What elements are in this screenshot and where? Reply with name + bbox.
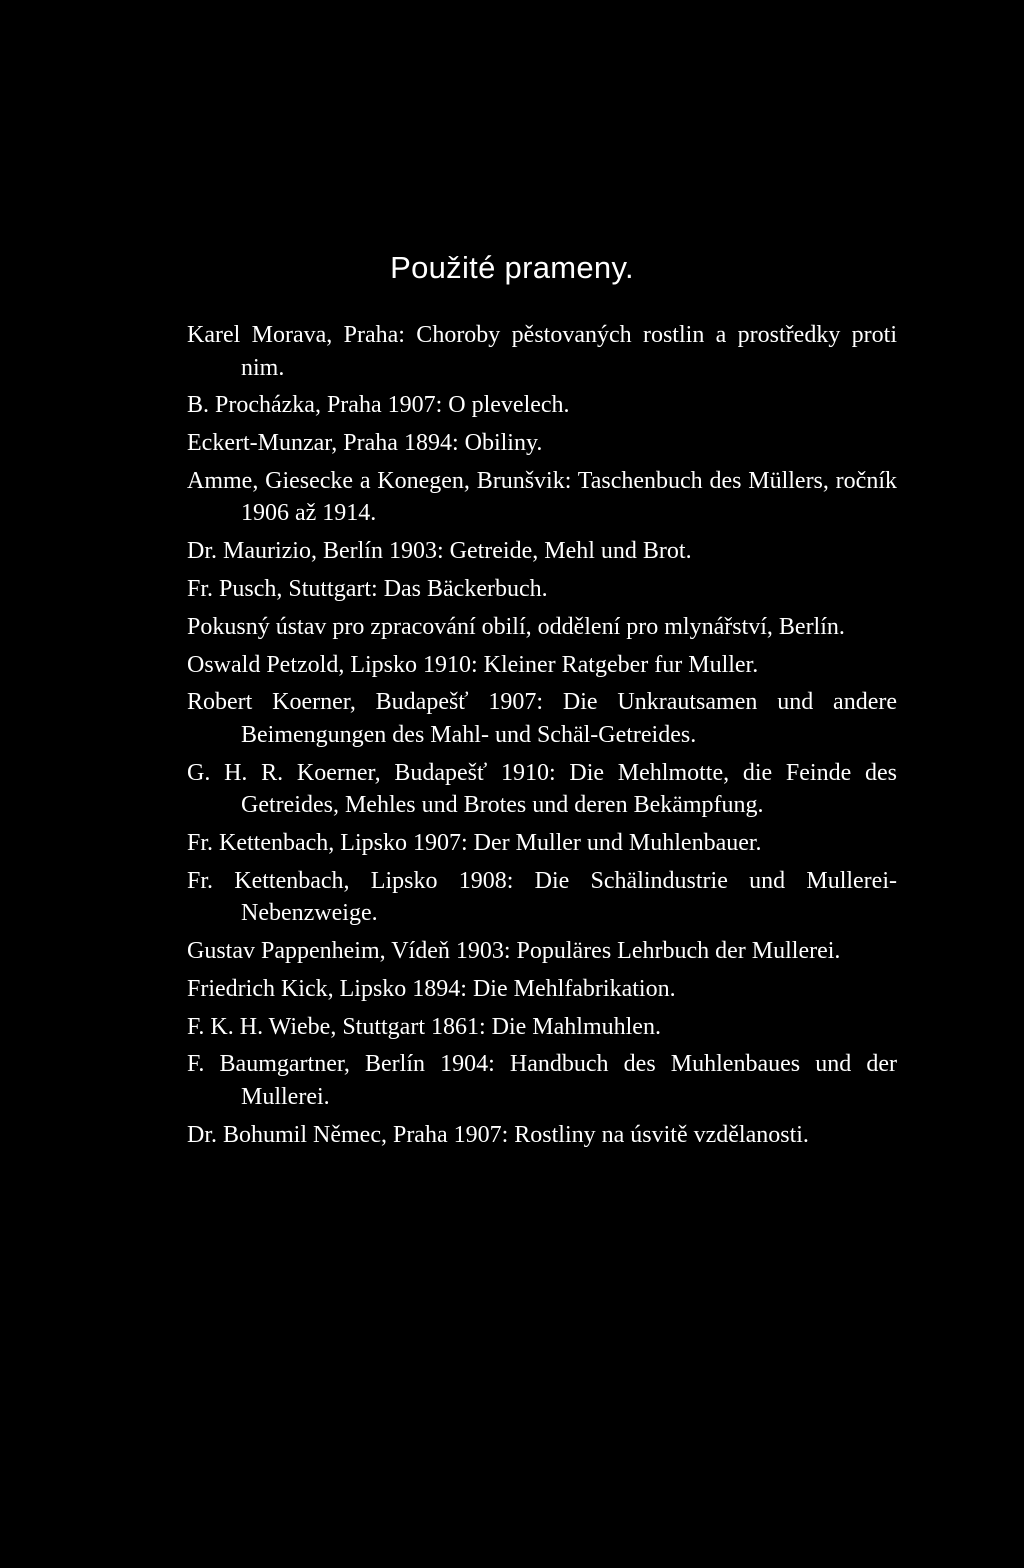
reference-item: B. Procházka, Praha 1907: O plevelech. [187, 392, 570, 419]
reference-item: Amme, Giesecke a Konegen, Brunšvik: Taschenbuch des Müllers, ročník 1906 až 1914. [187, 467, 897, 527]
reference-item: Gustav Pappenheim, Vídeň 1903: Populäres Lehrbuch der Mullerei. [187, 938, 841, 965]
reference-item: Fr. Kettenbach, Lipsko 1908: Die Schälindustrie und Mullerei-Nebenzweige. [187, 867, 897, 927]
reference-item: Fr. Pusch, Stuttgart: Das Bäckerbuch. [187, 575, 548, 602]
reference-item: G. H. R. Koerner, Budapešť 1910: Die Mehlmotte, die Feinde des Getreides, Mehles und Brotes und deren Bekämpfung. [187, 759, 897, 819]
reference-item: F. Baumgartner, Berlín 1904: Handbuch des Muhlenbaues und der Mullerei. [187, 1051, 897, 1110]
reference-item: Dr. Maurizio, Berlín 1903: Getreide, Mehl und Brot. [187, 538, 692, 565]
reference-item: Robert Koerner, Budapešť 1907: Die Unkrautsamen und andere Beimengungen des Mahl- und Schäl-Getreides. [187, 689, 897, 748]
reference-item: F. K. H. Wiebe, Stuttgart 1861: Die Mahlmuhlen. [187, 1013, 661, 1040]
reference-item: Fr. Kettenbach, Lipsko 1907: Der Muller und Muhlenbauer. [187, 829, 762, 856]
reference-item: Karel Morava, Praha: Choroby pěstovaných rostlin a prostředky proti nim. [187, 322, 897, 381]
reference-item: Oswald Petzold, Lipsko 1910: Kleiner Ratgeber fur Muller. [187, 651, 759, 678]
reference-item: Pokusný ústav pro zpracování obilí, oddělení pro mlynářství, Berlín. [187, 613, 845, 640]
reference-item: Friedrich Kick, Lipsko 1894: Die Mehlfabrikation. [187, 975, 676, 1002]
reference-item: Eckert-Munzar, Praha 1894: Obiliny. [187, 430, 543, 457]
reference-list [187, 319, 897, 1157]
reference-item: Dr. Bohumil Němec, Praha 1907: Rostliny na úsvitě vzdělanosti. [187, 1121, 809, 1148]
page-title: Použité prameny. [390, 250, 634, 285]
